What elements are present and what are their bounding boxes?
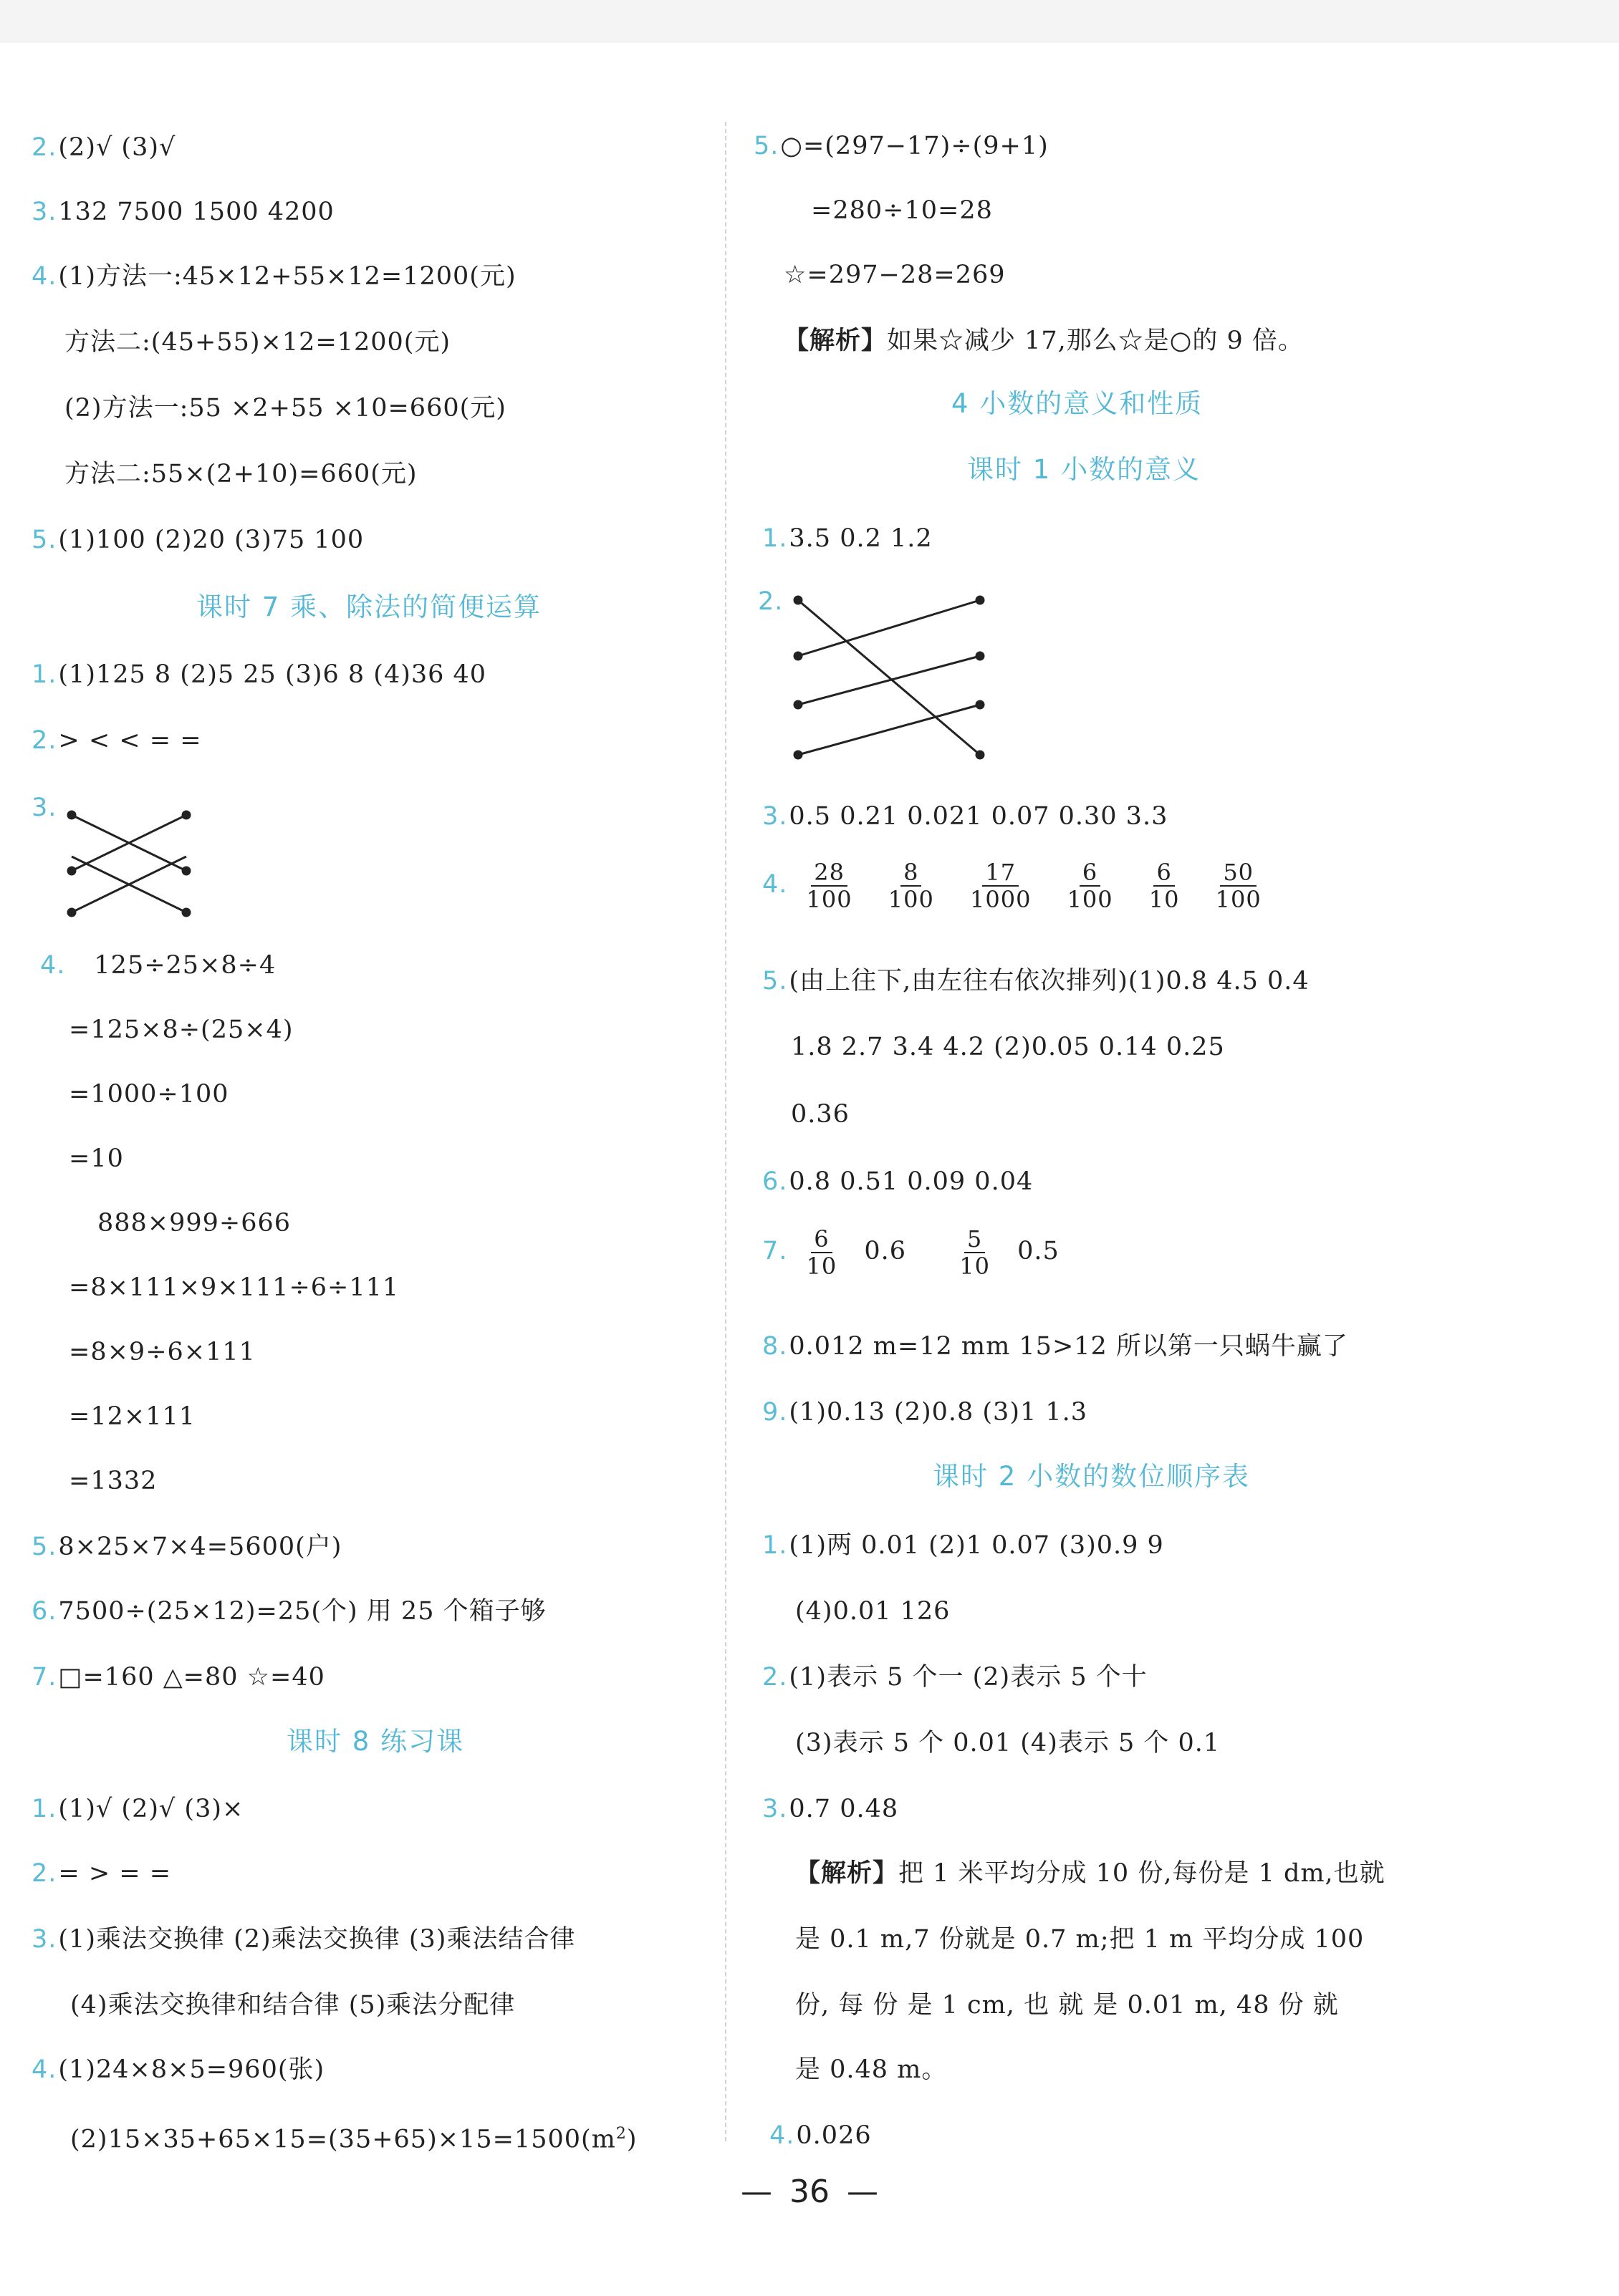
answer-line: =1332: [69, 1467, 158, 1495]
match-dot: [976, 751, 984, 758]
match-dot: [976, 701, 984, 708]
matching-diagram: [64, 795, 193, 917]
answer-line: (4)0.01 126: [795, 1597, 951, 1626]
answer-line: 1.(1)√ (2)√ (3)×: [32, 1795, 244, 1823]
fraction: $\frac{28}{100}$: [806, 858, 852, 913]
match-dot: [794, 701, 802, 708]
match-line: [798, 656, 980, 705]
answer-line: 2.= > = =: [32, 1859, 172, 1888]
match-line: [798, 600, 980, 656]
answer-line: 4.(1)方法一:45×12+55×12=1200(元): [32, 262, 517, 291]
answer-line: 5.(1)100 (2)20 (3)75 100: [32, 526, 365, 554]
analysis-line: 【解析】如果☆减少 17,那么☆是○的 9 倍。: [784, 326, 1304, 355]
match-dot: [976, 652, 984, 660]
chapter-heading: 4 小数的意义和性质: [951, 388, 1204, 419]
answer-line: 2.(2)√ (3)√: [32, 133, 176, 162]
analysis-line: 份, 每 份 是 1 cm, 也 就 是 0.01 m, 48 份 就: [795, 1991, 1339, 2020]
section-heading: 课时 2 小数的数位顺序表: [933, 1461, 1251, 1492]
column-divider: [725, 122, 726, 2141]
answer-line: 方法二:(45+55)×12=1200(元): [64, 328, 451, 357]
answer-line: (3)表示 5 个 0.01 (4)表示 5 个 0.1: [795, 1729, 1221, 1757]
fraction: $\frac{6}{100}$: [1067, 858, 1113, 913]
answer-line: =8×111×9×111÷6÷111: [69, 1273, 400, 1302]
answer-line: ☆=297−28=269: [784, 261, 1006, 289]
answer-line: 7.□=160 △=80 ☆=40: [32, 1663, 325, 1692]
fraction: $\frac{17}{1000}$: [969, 858, 1032, 913]
answer-line: 2.(1)表示 5 个一 (2)表示 5 个十: [762, 1663, 1148, 1692]
match-dot: [68, 909, 75, 916]
answer-line: =10: [69, 1144, 124, 1173]
answer-line: 5.(由上往下,由左往右依次排列)(1)0.8 4.5 0.4: [762, 967, 1310, 995]
match-dot: [183, 867, 190, 874]
answer-line: 1.(1)125 8 (2)5 25 (3)6 8 (4)36 40: [32, 660, 487, 689]
answer-line: =8×9÷6×111: [69, 1338, 256, 1366]
answer-line: $(2)15\times 35+65\times 15=(35+65)\times 15=1500(m^2)$: [70, 2125, 638, 2154]
answer-line: 3.0.5 0.21 0.021 0.07 0.30 3.3: [762, 802, 1168, 831]
answer-line: 2.: [758, 587, 784, 616]
answer-line: 方法二:55×(2+10)=660(元): [64, 460, 418, 488]
match-dot: [183, 909, 190, 916]
fraction: $\frac{50}{100}$: [1215, 858, 1262, 913]
answer-line: (4)乘法交换律和结合律 (5)乘法分配律: [70, 1991, 516, 2020]
section-heading: 课时 8 练习课: [287, 1726, 465, 1757]
answer-line: 6.0.8 0.51 0.09 0.04: [762, 1167, 1034, 1196]
answer-line: 4. 125÷25×8÷4: [40, 951, 277, 980]
answer-line: 5.8×25×7×4=5600(户): [32, 1533, 342, 1561]
answer-line: 7. $\frac{6}{10}$ 0.6 $\frac{5}{10}$ 0.5: [762, 1225, 1060, 1280]
answer-line: (2)方法一:55 ×2+55 ×10=660(元): [64, 394, 506, 423]
answer-line: 5.○=(297−17)÷(9+1): [754, 132, 1049, 160]
answer-line: =125×8÷(25×4): [69, 1016, 294, 1044]
answer-line: 4.0.026: [769, 2121, 872, 2150]
answer-line: 0.36: [791, 1100, 850, 1129]
fraction: $\frac{8}{100}$: [888, 858, 934, 913]
fraction: $\frac{5}{10}$: [959, 1225, 990, 1280]
analysis-line: 是 0.1 m,7 份就是 0.7 m;把 1 m 平均分成 100: [795, 1925, 1365, 1954]
answer-line: 8.0.012 m=12 mm 15>12 所以第一只蜗牛赢了: [762, 1332, 1348, 1361]
answer-line: =280÷10=28: [811, 196, 993, 225]
match-dot: [794, 597, 802, 604]
scan-top-band: [0, 0, 1619, 43]
match-line: [798, 705, 980, 755]
match-dot: [183, 811, 190, 819]
match-line: [798, 600, 980, 755]
match-dot: [794, 751, 802, 758]
answer-line: 888×999÷666: [97, 1209, 292, 1238]
answer-line: 3.0.7 0.48: [762, 1795, 899, 1823]
match-dot: [68, 867, 75, 874]
match-dot: [68, 811, 75, 819]
fraction: $\frac{6}{10}$: [806, 1225, 837, 1280]
answer-line: 3.: [32, 794, 57, 822]
answer-line: 1.8 2.7 3.4 4.2 (2)0.05 0.14 0.25: [791, 1033, 1225, 1061]
answer-line: 1.3.5 0.2 1.2: [762, 524, 933, 553]
answer-line: 3.132 7500 1500 4200: [32, 198, 335, 226]
analysis-line: 【解析】把 1 米平均分成 10 份,每份是 1 dm,也就: [795, 1858, 1385, 1888]
answer-line: 4. $\frac{28}{100}$ $\frac{8}{100}$ $\frac{17}{1000}$ $\frac{6}{100}$ $\frac{6}{10}$ $\frac{50}{100}$: [762, 852, 1280, 917]
answer-line: 1.(1)两 0.01 (2)1 0.07 (3)0.9 9: [762, 1531, 1164, 1560]
match-dot: [976, 597, 984, 604]
section-heading: 课时 1 小数的意义: [967, 454, 1201, 485]
answer-line: 9.(1)0.13 (2)0.8 (3)1 1.3: [762, 1398, 1088, 1427]
answer-line: =12×111: [69, 1402, 196, 1431]
match-dot: [794, 652, 802, 660]
answer-line: =1000÷100: [69, 1080, 229, 1109]
answer-line: 2.> < < = =: [32, 726, 202, 755]
section-heading: 课时 7 乘、除法的简便运算: [196, 592, 542, 622]
page-number: — 36 —: [741, 2174, 878, 2210]
analysis-line: 是 0.48 m。: [795, 2055, 948, 2084]
matching-diagram: [792, 587, 1000, 773]
answer-line: 3.(1)乘法交换律 (2)乘法交换律 (3)乘法结合律: [32, 1925, 576, 1954]
answer-line: 4.(1)24×8×5=960(张): [32, 2055, 325, 2084]
answer-line: 6.7500÷(25×12)=25(个) 用 25 个箱子够: [32, 1597, 547, 1626]
fraction: $\frac{6}{10}$: [1148, 858, 1180, 913]
